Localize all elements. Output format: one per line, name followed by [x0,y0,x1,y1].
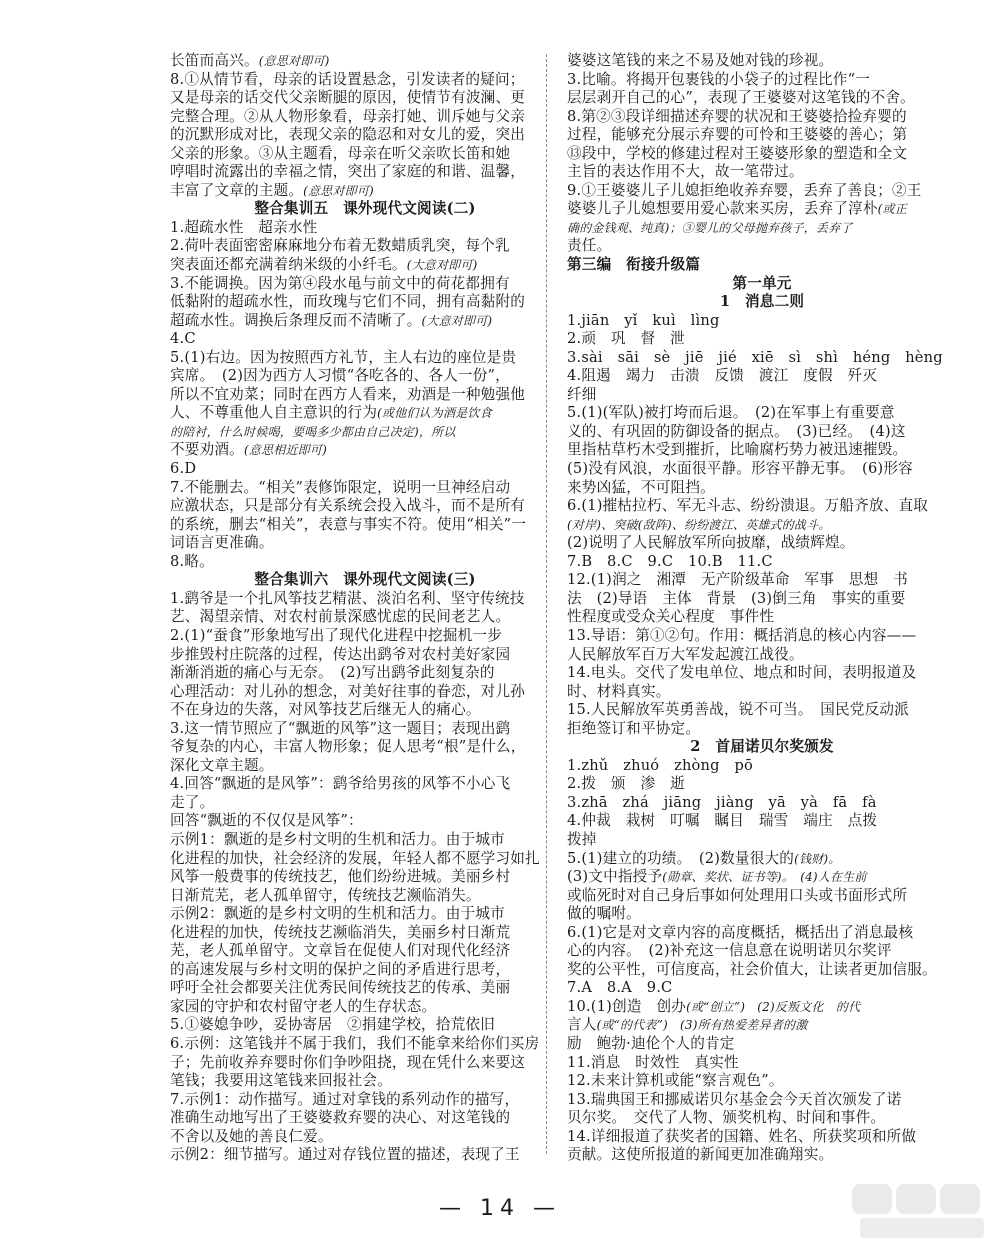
answer-line [170,794,560,813]
answer-line [170,683,560,702]
line-text: 主旨的表达作用不大，故一笔带过。 [567,163,804,181]
line-text: 8.①从情节看，母亲的话设置悬念，引发读者的疑问； [170,70,525,88]
answer-line [567,1016,957,1035]
line-text: 深化文章主题。 [170,756,274,774]
line-text: 来势凶猛，不可阻挡。 [567,478,715,496]
answer-line [567,905,957,924]
line-note: 确的金钱观、纯真)；③婴儿的父母抛弃孩子，丢弃了 [567,220,853,235]
answer-line [567,497,957,516]
answer-line [170,275,560,294]
answer-line [567,126,957,145]
section-heading [567,293,957,312]
line-text: 5.(1)建立的功绩。 (2)数量很大的 [567,849,795,867]
line-text: 1.zhǔ zhuó zhòng pō [567,756,754,774]
line-text: 第一单元 [732,274,792,292]
answer-line [567,237,957,256]
answer-line [170,1146,560,1165]
line-text: 应激状态，只是部分有关系统会投入战斗，而不是所有 [170,497,526,515]
answer-line [170,1091,560,1110]
answer-line [170,237,560,256]
answer-line [567,312,957,331]
answer-line [170,441,560,460]
answer-line [170,89,560,108]
line-note: (或“的代表”) (3)所有热爱差异者的激 [596,1018,808,1033]
line-text: 词语言更准确。 [170,534,274,552]
answer-line [567,89,957,108]
answer-line [170,1128,560,1147]
line-text: 整合集训六 课外现代文阅读(三) [254,571,476,589]
line-text: 过程，能够充分展示弃婴的可怜和王婆婆的善心；第 [567,126,908,144]
answer-line [170,219,560,238]
answer-line [567,52,957,71]
section-heading [567,256,957,275]
line-text: 笔钱；我要用这笔钱来回报社会。 [170,1072,392,1090]
answer-line [170,868,560,887]
answer-line [170,1035,560,1054]
line-text: 14.详细报道了获奖者的国籍、姓名、所获奖项和所做 [567,1127,917,1145]
answer-line [567,924,957,943]
line-text: 2 首届诺贝尔奖颁发 [690,738,834,756]
answer-line [567,571,957,590]
answer-line [567,1091,957,1110]
answer-line [170,497,560,516]
answer-line [170,905,560,924]
line-text: 2.(1)“蚕食”形象地写出了现代化进程中挖掘机一步 [170,626,503,644]
line-text: 艺、渴望亲情、对农村前景深感忧虑的民间老艺人。 [170,608,511,626]
section-heading [170,571,560,590]
line-note: (意思对即可) [303,183,374,198]
answer-line [170,534,560,553]
answer-line [567,441,957,460]
answer-line [567,664,957,683]
line-text: 12.未来计算机或能“察言观色”。 [567,1072,784,1090]
answer-line [170,831,560,850]
answer-line [170,646,560,665]
line-text: 1.鹞爷是一个扎风筝技艺精湛、淡泊名利、坚守传统技 [170,589,525,607]
line-text: 法 (2)导语 主体 背景 (3)倒三角 事实的重要 [567,589,906,607]
answer-line [567,330,957,349]
answer-line [567,683,957,702]
answer-line [567,979,957,998]
line-text: 8.略。 [170,552,214,570]
answer-line [567,553,957,572]
answer-line [567,608,957,627]
answer-line [567,349,957,368]
line-text: 4.C [170,330,196,348]
answer-line [170,590,560,609]
line-text: 走了。 [170,793,215,811]
line-text: 回答“飘逝的不仅仅是风筝”： [170,812,363,830]
line-text: 准确生动地写出了王婆婆救弃婴的决心、对这笔钱的 [170,1109,511,1127]
line-text: 日渐荒芜，老人孤单留守，传统技艺濒临消失。 [170,886,481,904]
answer-line [170,386,560,405]
right-column [567,52,957,1165]
line-text: 1.超疏水性 超亲水性 [170,218,318,236]
line-text: (2)说明了人民解放军所向披靡，战绩辉煌。 [567,534,855,552]
answer-line [567,868,957,887]
answer-line [567,961,957,980]
answer-line [170,1016,560,1035]
line-text: 10.(1)创造 创办 [567,997,687,1015]
answer-line [567,1054,957,1073]
line-text: 里指枯草朽木受到摧折，比喻腐朽势力被迅速摧毁。 [567,441,908,459]
answer-line [170,516,560,535]
line-text: 芜，老人孤单留守。文章旨在促使人们对现代化经济 [170,942,511,960]
line-text: 6.D [170,460,197,478]
answer-line [567,404,957,423]
line-text: 人民解放军百万大军发起渡江战役。 [567,645,804,663]
line-text: 宾席。 (2)因为西方人习惯“各吃各的、各人一份”， [170,367,510,385]
line-text: 3.这一情节照应了“飘逝的风筝”这一题目；表现出鹞 [170,719,511,737]
line-text: 示例2：飘逝的是乡村文明的生机和活力。由于城市 [170,905,505,923]
answer-line [170,720,560,739]
answer-line [170,608,560,627]
answer-line [567,479,957,498]
section-heading [170,200,560,219]
answer-line [170,553,560,572]
line-text: 婆婆儿子儿媳想要用爱心款来买房，丢弃了淳朴 [567,200,878,218]
line-text: 6.示例：这笔钱并不属于我们，我们不能拿来给你们买房 [170,1034,540,1052]
answer-line [567,775,957,794]
answer-line [567,423,957,442]
line-note: (意思对即可) [258,54,330,68]
line-text: 哼唱时流露出的幸福之情，突出了家庭的和谐、温馨， [170,163,526,181]
answer-line [170,71,560,90]
line-text: 拒绝签订和平协定。 [567,719,701,737]
answer-line [567,145,957,164]
line-text: 不舍以及她的善良仁爱。 [170,1127,333,1145]
line-note: (钱财)。 [794,851,841,866]
answer-line [567,163,957,182]
section-heading [567,275,957,294]
answer-line [170,775,560,794]
line-text: 7.B 8.C 9.C 10.B 11.C [567,552,773,570]
line-text: 12.(1)润之 湘潭 无产阶级革命 军事 思想 书 [567,571,908,589]
line-text: 超疏水性。调换后条理反而不清晰了。 [170,311,422,329]
answer-line [567,812,957,831]
line-text: 2.拨 颁 渗 逝 [567,775,685,793]
line-text: 父亲的形象。③从主题看，母亲在听父亲吹长笛和她 [170,144,511,162]
answer-line [567,1146,957,1165]
answer-line [170,1072,560,1091]
answer-line [170,163,560,182]
line-text: 所以不宜劝菜；同时在西方人看来，劝酒是一种勉强他 [170,385,526,403]
answer-line [170,126,560,145]
answer-line [567,942,957,961]
answer-line [567,646,957,665]
answer-line [170,182,560,201]
line-text: 呼吁全社会都要关注优秀民间传统技艺的传承、美丽 [170,979,511,997]
answer-line [567,887,957,906]
answer-line [170,404,560,423]
line-text: 示例1：飘逝的是乡村文明的生机和活力。由于城市 [170,830,505,848]
line-text: 7.A 8.A 9.C [567,979,673,997]
line-text: 14.电头。交代了发电单位、地点和时间，表明报道及 [567,664,917,682]
line-text: 第三编 衔接升级篇 [567,256,701,274]
answer-line [170,367,560,386]
line-text: 做的嘱咐。 [567,905,641,923]
answer-line [170,312,560,331]
line-text: 贡献。这使所报道的新闻更加准确翔实。 [567,1146,834,1164]
answer-line [170,924,560,943]
line-text: 步推毁村庄院落的过程，传达出鹞爷对农村美好家园 [170,645,511,663]
line-note: (或他们认为酒是饮食 [377,406,492,421]
answer-line [567,367,957,386]
answer-line [567,720,957,739]
line-text: 家园的守护和农村留守老人的生存状态。 [170,997,437,1015]
line-text: 整合集训五 课外现代文阅读(二) [254,200,476,218]
line-text: 的高速发展与乡村文明的保护之间的矛盾进行思考， [170,960,511,978]
line-text: 化进程的加快，传统技艺濒临消失，美丽乡村日渐荒 [170,923,511,941]
answer-line [170,460,560,479]
left-column [170,52,560,1165]
answer-line [170,1109,560,1128]
line-text: 不要劝酒。 [170,441,244,459]
line-text: 又是母亲的话交代父亲断腿的原因，使情节有波澜、更 [170,89,526,107]
answer-line [567,1109,957,1128]
line-text: 15.人民解放军英勇善战，锐不可当。 国民党反动派 [567,701,909,719]
line-text: 的沉默形成对比，表现父亲的隐忍和对女儿的爱，突出 [170,126,526,144]
line-text: 责任。 [567,237,612,255]
line-text: 1 消息二则 [719,293,805,311]
line-text: 子；先前收养弃婴时你们争吵阻挠，现在凭什么来要这 [170,1053,526,1071]
watermark-logo [846,1180,996,1242]
answer-line [170,423,560,442]
answer-line [567,850,957,869]
answer-line [170,145,560,164]
answer-line [567,757,957,776]
line-text: 4.仲裁 栽树 叮嘱 瞩目 瑞雪 端庄 点拨 [567,812,878,830]
answer-line [170,757,560,776]
line-text: 拨掉 [567,830,597,848]
line-text: (3)文中指授予 [567,868,663,886]
answer-line [567,1035,957,1054]
answer-line [170,256,560,275]
line-text: 3.比喻。将揭开包裹钱的小袋子的过程比作“一 [567,70,871,88]
line-text: (5)没有风浪，水面很平静。形容平静无事。 (6)形容 [567,460,913,478]
answer-line [567,71,957,90]
line-text: 1.jiān yǐ kuì lìng [567,311,720,329]
line-text: 或临死时对自己身后事如何处理用口头或书面形式所 [567,886,908,904]
line-text: 纤细 [567,385,597,403]
answer-line [567,200,957,219]
line-text: 9.①王婆婆儿子儿媳拒绝收养弃婴，丢弃了善良；②王 [567,181,922,199]
answer-line [567,219,957,238]
answer-line [170,1054,560,1073]
answer-line [567,701,957,720]
answer-line [567,534,957,553]
line-text: 层层剥开自己的心”，表现了王婆婆对这笔钱的不舍。 [567,89,915,107]
line-text: ⑬段中，学校的修建过程对王婆婆形象的塑造和全文 [567,144,908,162]
line-text: 人、不尊重他人自主意识的行为 [170,404,378,422]
line-text: 2.荷叶表面密密麻麻地分布着无数蜡质乳突，每个乳 [170,237,510,255]
section-heading [567,738,957,757]
answer-line [170,887,560,906]
answer-line [170,701,560,720]
line-note: (对岸)、突破(敌阵)、纷纷渡江、英雄式的战斗。 [567,517,831,532]
line-text: 13.导语：第①②句。作用：概括消息的核心内容—— [567,626,917,644]
line-text: 长笛而高兴。 [170,52,259,69]
page-number: — 14 — [439,1196,561,1221]
answer-line [567,460,957,479]
column-divider [546,54,547,1154]
answer-line [170,330,560,349]
answer-line [170,942,560,961]
line-note: (大意对即可) [406,258,478,273]
answer-line [567,1128,957,1147]
line-note: (大意对即可) [421,313,493,328]
line-text: 3.不能调换。因为第④段水黾与前文中的荷花都拥有 [170,274,510,292]
answer-line [170,979,560,998]
line-text: 奖的公平性，可信度高，社会价值大，让读者更加信服。 [567,960,937,978]
line-text: 性程度或受众关心程度 事件性 [567,608,775,626]
answer-line [567,998,957,1017]
line-note: (或正 [877,202,907,217]
line-text: 励 鲍勃·迪伦个人的肯定 [567,1034,735,1052]
line-text: 7.示例1：动作描写。通过对拿钱的系列动作的描写， [170,1090,520,1108]
answer-line [567,627,957,646]
answer-line [170,349,560,368]
answer-line [170,738,560,757]
line-text: 时、材料真实。 [567,682,671,700]
line-text: 6.(1)它是对文章内容的高度概括，概括出了消息最核 [567,923,914,941]
line-text: 不在身边的失落，对风筝技艺后继无人的痛心。 [170,701,481,719]
line-text: 爷复杂的内心，丰富人物形象；促人思考“根”是什么， [170,738,526,756]
line-text: 渐渐消逝的痛心与无奈。 (2)写出鹞爷此刻复杂的 [170,664,495,682]
answer-line [170,998,560,1017]
answer-line [567,386,957,405]
line-text: 低黏附的超疏水性，而玫瑰与它们不同，拥有高黏附的 [170,293,526,311]
answer-line [567,794,957,813]
answer-line [170,627,560,646]
line-note: (勋章、奖状、证书等)。 (4)人在生前 [662,870,867,885]
answer-line [170,812,560,831]
answer-line [567,590,957,609]
line-note: 的陪衬，什么时候喝，要喝多少都由自己决定)，所以 [170,424,456,439]
answer-line [170,850,560,869]
line-text: 4.阻遏 竭力 击溃 反馈 渡江 度假 歼灭 [567,367,878,385]
line-text: 7.不能删去。“相关”表修饰限定，说明一旦神经启动 [170,478,511,496]
line-text: 完整合理。②从人物形象看，母亲打她、训斥她与父亲 [170,107,526,125]
line-text: 2.顽 巩 督 泄 [567,330,685,348]
answer-line [170,108,560,127]
line-note: (或“创立”) (2)反叛文化 的代 [686,999,861,1014]
answer-line [567,108,957,127]
line-text: 言人 [567,1016,597,1034]
answer-line [170,293,560,312]
answer-line [567,831,957,850]
line-text: 3.sài sāi sè jiē jié xiē sì shì héng hèng [567,348,943,366]
answer-line [567,1072,957,1091]
line-text: 5.(1)右边。因为按照西方礼节，主人右边的座位是贵 [170,348,517,366]
answer-line [170,52,560,71]
line-text: 的系统，删去“相关”，表意与事实不符。使用“相关”一 [170,515,527,533]
line-text: 13.瑞典国王和挪威诺贝尔基金会今天首次颁发了诺 [567,1090,902,1108]
line-text: 婆婆这笔钱的来之不易及她对钱的珍视。 [567,52,834,69]
answer-line [567,182,957,201]
line-text: 3.zhā zhá jiāng jiàng yā yà fā fà [567,793,877,811]
line-text: 5.(1)(军队)被打垮而后退。 (2)在军事上有重要意 [567,404,895,422]
line-text: 示例2：细节描写。通过对存钱位置的描述，表现了王 [170,1146,520,1164]
answer-line [567,516,957,535]
line-text: 心理活动：对儿孙的想念，对美好往事的眷恋，对儿孙 [170,682,526,700]
line-text: 8.第②③段详细描述弃婴的状况和王婆婆拾捡弃婴的 [567,107,907,125]
line-text: 11.消息 时效性 真实性 [567,1053,739,1071]
line-text: 义的、有巩固的防御设备的据点。 (3)已经。 (4)这 [567,422,906,440]
answer-line [170,664,560,683]
line-text: 化进程的加快，社会经济的发展，年轻人都不愿学习如扎 [170,849,540,867]
line-note: (意思相近即可) [243,443,327,458]
answer-line [170,961,560,980]
line-text: 心的内容。 (2)补充这一信息意在说明诺贝尔奖评 [567,942,892,960]
line-text: 贝尔奖。 交代了人物、颁奖机构、时间和事件。 [567,1109,886,1127]
line-text: 5.①婆媳争吵，妥协寄居 ②捐建学校，拾荒依旧 [170,1016,495,1034]
answer-line [170,479,560,498]
line-text: 丰富了文章的主题。 [170,181,304,199]
line-text: 6.(1)摧枯拉朽、军无斗志、纷纷溃退。万船齐放、直取 [567,497,929,515]
line-text: 风筝一般费事的传统技艺，他们纷纷进城。美丽乡村 [170,868,511,886]
line-text: 突表面还都充满着纳米级的小纤毛。 [170,256,407,274]
line-text: 4.回答“飘逝的是风筝”：鹞爷给男孩的风筝不小心飞 [170,775,511,793]
